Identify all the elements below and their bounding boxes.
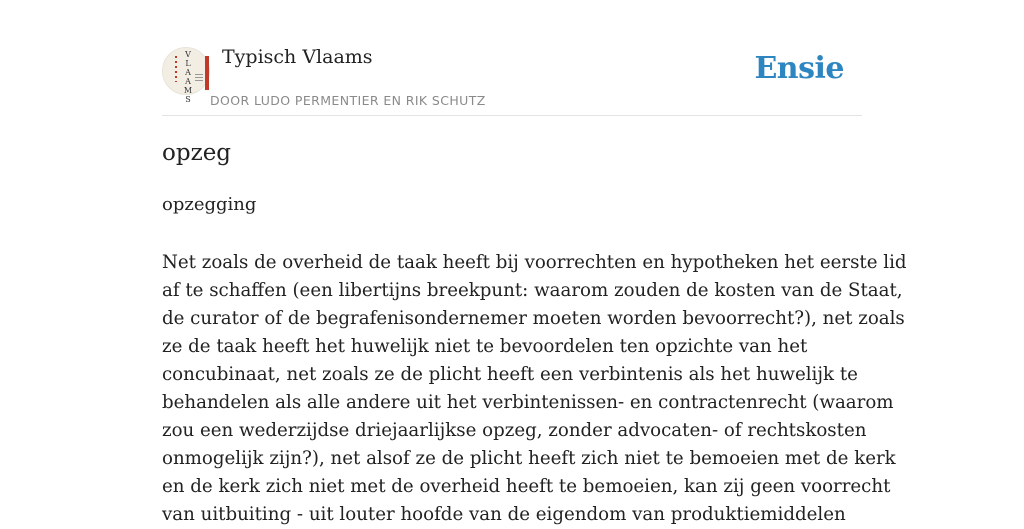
body-line: concubinaat, net zoals ze de plicht heeft een verbintenis als het huwelijk te: [162, 364, 858, 385]
body-line: de curator of de begrafenisondernemer moeten worden bevoorrecht?), net zoals: [162, 308, 905, 329]
site-header: [162, 0, 862, 116]
site-title[interactable]: Typisch Vlaams: [222, 46, 373, 68]
body-line: en de kerk zich niet met de overheid heeft te bemoeien, kan zij geen voorrecht: [162, 476, 891, 497]
entry-subtitle: opzegging: [162, 194, 257, 215]
author-byline: DOOR LUDO PERMENTIER EN RIK SCHUTZ: [210, 93, 486, 108]
body-line: af te schaffen (een libertijns breekpunt: waarom zouden de kosten van de Staat,: [162, 280, 903, 301]
body-line: ze de taak heeft het huwelijk niet te bevoordelen ten opzichte van het: [162, 336, 808, 357]
cover-decoration: [175, 56, 177, 82]
entry-title: opzeg: [162, 140, 232, 166]
cover-lines: [195, 74, 203, 82]
cover-stripe: [205, 56, 209, 90]
cover-lettering: V L A A M S: [183, 50, 193, 104]
page-container: [162, 0, 907, 525]
book-cover-icon[interactable]: [162, 47, 210, 104]
body-line: behandelen als alle andere uit het verbintenissen- en contractenrecht (waarom: [162, 392, 894, 413]
entry-body: [162, 249, 907, 529]
brand-logo[interactable]: Ensie: [754, 51, 844, 86]
body-line: onmogelijk zijn?), net alsof ze de plicht heeft zich niet te bemoeien met de kerk: [162, 448, 896, 469]
body-line: van uitbuiting - uit louter hoofde van de eigendom van produktiemiddelen: [162, 504, 846, 525]
body-line: Net zoals de overheid de taak heeft bij voorrechten en hypotheken het eerste lid: [162, 252, 907, 273]
body-line: zou een wederzijdse driejaarlijkse opzeg, zonder advocaten- of rechtskosten: [162, 420, 867, 441]
